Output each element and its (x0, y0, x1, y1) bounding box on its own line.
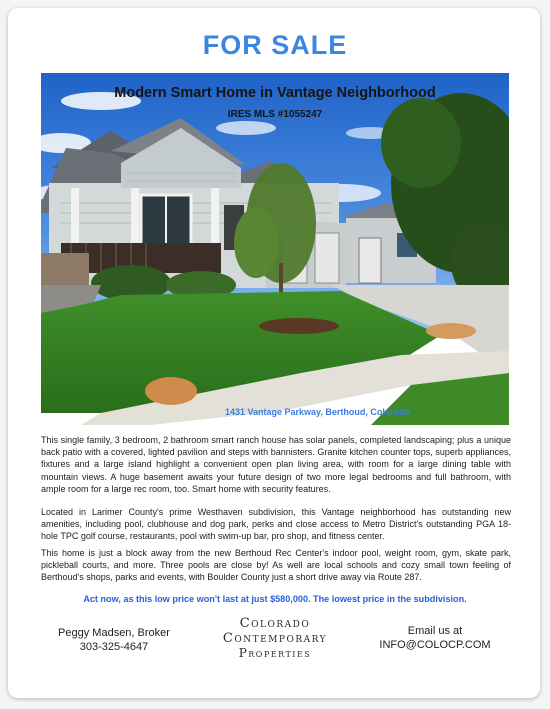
mls-number: IRES MLS #1055247 (227, 109, 323, 120)
headline: FOR SALE (202, 30, 348, 60)
agent-contact (52, 626, 176, 654)
agent-name: Peggy Madsen, Broker (58, 627, 170, 639)
agent-phone: 303-325-4647 (79, 641, 149, 653)
description-paragraph-3: This home is just a block away from the new Berthoud Rec Center's indoor pool, weight room, gym, skate park, pickleball courts, and more. Three pools are close by! As well are local schools and cozy small town feeling of Berthoud's shops, parks and events, with Boulder County just a short drive away via Route 287. (41, 548, 511, 583)
property-address: 1431 Vantage Parkway, Berthoud, Colorado (225, 407, 410, 417)
email-address: INFO@COLOCP.COM (379, 639, 491, 651)
call-to-action: Act now, as this low price won't last at just $580,000. The lowest price in the subdivision. (83, 594, 467, 604)
logo-line-1: Colorado (239, 616, 311, 631)
email-contact (372, 624, 498, 652)
house-photo (41, 73, 509, 425)
company-logo (195, 616, 355, 661)
email-label: Email us at (407, 625, 463, 637)
logo-line-2: Contemporary (222, 631, 328, 646)
description-paragraph-2: Located in Larimer County's prime Westhaven subdivision, this Vantage neighborhood has outstanding new amenities, including pool, clubhouse and dog park, perks and close access to Metro District's outstanding PGA 18-hole TPC golf course, restaurants, pool with swim-up bar, pro shop, and fitness center. (41, 507, 511, 542)
description-paragraph-1: This single family, 3 bedroom, 2 bathroom smart ranch house has solar panels, completed landscaping; plus a unique back patio with a covered, lighted pavilion and steps with bannisters. Granite kitchen counter tops, superb appliances, fixtures and a large island highlight a convenient open plan living area, with room for a large dining table with mountain views. A huge basement awaits your future design of two more legal bedrooms and full bathroom, with ample room for a large rec room, too. Smart home with security features. (41, 435, 511, 494)
logo-line-3: Properties (238, 646, 312, 660)
photo-title: Modern Smart Home in Vantage Neighborhood (114, 85, 436, 101)
